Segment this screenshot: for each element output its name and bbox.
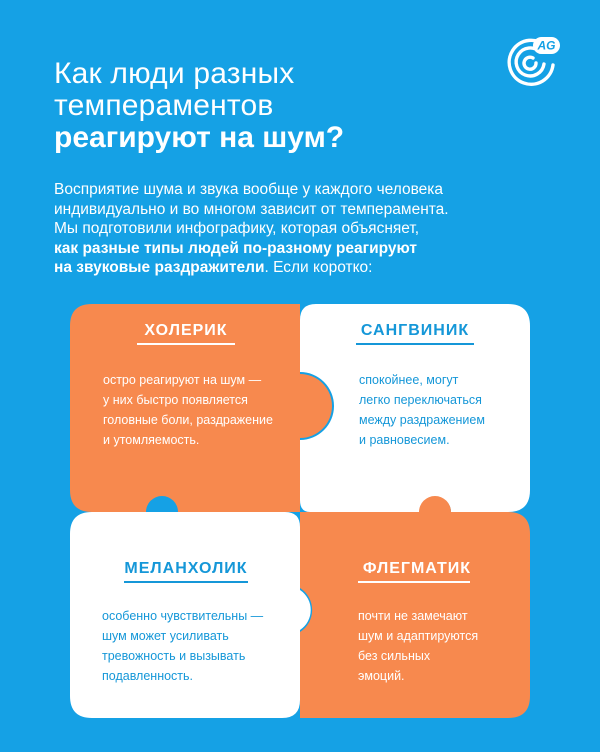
card-underline-sangvinik (356, 343, 474, 345)
card-underline-xolerik (137, 343, 235, 345)
card-line: у них быстро появляется (103, 393, 248, 407)
intro-line-1: Восприятие шума и звука вообще у каждого человека (54, 181, 444, 198)
intro-line-4-bold: как разные типы людей по-разному реагируют (54, 239, 417, 257)
card-text-flegmatik (358, 606, 518, 686)
card-text-melanholik (102, 606, 297, 686)
card-underline-melanholik (124, 581, 248, 583)
card-line: шум может усиливать (102, 629, 229, 643)
title-line-1: Как люди разных (54, 57, 295, 90)
card-line: легко переключаться (359, 393, 482, 407)
intro-line-5-rest: . Если коротко: (264, 259, 373, 276)
title-line-bold: реагируют на шум? (54, 121, 345, 154)
card-line: между раздражением (359, 413, 485, 427)
card-title-xolerik: ХОЛЕРИК (144, 322, 228, 339)
card-line: остро реагируют на шум — (103, 373, 262, 387)
card-underline-flegmatik (358, 581, 470, 583)
card-title-melanholik: МЕЛАНХОЛИК (124, 560, 248, 577)
card-line: головные боли, раздражение (103, 413, 273, 427)
intro-line-2: индивидуально и во многом зависит от темперамента. (54, 200, 449, 218)
intro-line-5-bold: на звуковые раздражители (54, 259, 265, 276)
card-text-sangvinik (359, 370, 519, 450)
card-line: спокойнее, могут (359, 373, 459, 387)
card-line: шум и адаптируются (358, 629, 479, 643)
card-text-xolerik (103, 370, 303, 450)
card-line: почти не замечают (358, 609, 468, 623)
card-line: особенно чувствительны — (102, 609, 264, 623)
intro-line-3: Мы подготовили инфографику, которая объясняет, (54, 220, 420, 237)
card-title-sangvinik: САНГВИНИК (360, 322, 470, 339)
card-line: и равновесием. (359, 433, 450, 447)
card-line: эмоций. (358, 669, 405, 683)
card-line: подавленность. (102, 669, 194, 683)
title-line-2: темпераментов (54, 89, 274, 122)
card-line: и утомляемость. (103, 433, 200, 447)
card-line: тревожность и вызывать (102, 649, 246, 663)
logo-text: AG (537, 38, 556, 53)
card-title-flegmatik: ФЛЕГМАТИК (362, 560, 472, 577)
card-line: без сильных (358, 649, 431, 663)
